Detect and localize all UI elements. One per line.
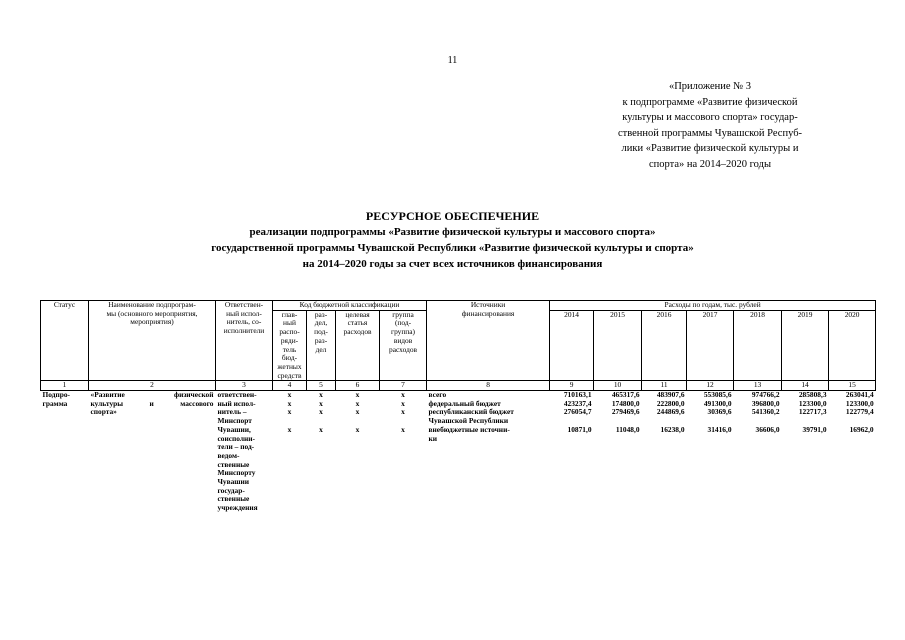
program-name-word: и — [149, 398, 154, 408]
page-number: 11 — [447, 55, 458, 66]
program-name-word: массового — [180, 398, 214, 408]
value-cell: 30369,6 — [707, 407, 732, 417]
executor-line: ственные — [217, 494, 250, 504]
value-cell: 39791,0 — [802, 424, 827, 434]
column-number: 2 — [89, 381, 216, 391]
code-cell: х — [355, 424, 360, 434]
value-cell: 279469,6 — [611, 407, 640, 417]
code-cell: х — [319, 407, 323, 417]
code-cell: х — [355, 398, 360, 408]
value-cell: 122717,3 — [798, 407, 827, 417]
code-cell: х — [319, 424, 323, 434]
program-name-cell — [89, 391, 216, 518]
column-number: 13 — [734, 381, 782, 391]
value-cell: 122779,4 — [845, 407, 874, 417]
executor-line: государ- — [217, 485, 245, 495]
value-cell: 465317,6 — [611, 390, 640, 400]
header-year: 2017 — [687, 310, 734, 381]
status-cell: Подпро- грамма — [42, 390, 70, 408]
value-cell: 423237,4 — [563, 398, 592, 408]
executor-line: соисполни- — [217, 433, 255, 443]
value-cell: 396800,0 — [751, 398, 780, 408]
value-cell: 36606,0 — [755, 424, 780, 434]
executor-line: ответствен- — [217, 390, 257, 400]
value-cell: 974766,2 — [751, 390, 780, 400]
code-cell: х — [287, 390, 292, 400]
value-cell: 483907,6 — [656, 390, 685, 400]
value-cell: 710163,1 — [563, 390, 592, 400]
program-name-word: физической — [173, 390, 214, 400]
header-status: Статус — [41, 301, 89, 381]
code-cell: х — [287, 407, 292, 417]
column-number: 3 — [216, 381, 273, 391]
spacer-cell — [273, 443, 876, 517]
column-number: 12 — [687, 381, 734, 391]
source-cell: федеральный бюджет — [428, 398, 501, 408]
header-year: 2019 — [782, 310, 829, 381]
appendix-line: спорта» на 2014–2020 годы — [648, 158, 772, 170]
code-cell: х — [401, 424, 405, 434]
value-cell: 222800,0 — [656, 398, 685, 408]
value-cell: 31416,0 — [707, 424, 732, 434]
code-cell: х — [287, 424, 292, 434]
executor-line: учреждения — [217, 503, 258, 513]
executor-line: ведом- — [217, 450, 240, 460]
value-cell: 244869,6 — [656, 407, 685, 417]
source-cell: внебюджетные источни- ки — [428, 424, 510, 443]
column-number: 8 — [427, 381, 550, 391]
code-cell: х — [287, 398, 292, 408]
code-cell: х — [401, 407, 405, 417]
title-line: государственной программы Чувашской Республики «Развитие физической культуры и спорта» — [211, 242, 694, 254]
column-number: 1 — [41, 381, 89, 391]
value-cell: 16962,0 — [849, 424, 874, 434]
appendix-note — [560, 79, 860, 172]
value-cell: 123300,0 — [798, 398, 827, 408]
executor-line: ный испол- — [217, 398, 256, 408]
value-cell: 123300,0 — [845, 398, 874, 408]
value-cell: 10871,0 — [567, 424, 592, 434]
column-number: 14 — [782, 381, 829, 391]
header-year: 2014 — [550, 310, 594, 381]
program-name-word: «Развитие — [90, 390, 125, 400]
header-budget-code: Код бюджетной классификации — [273, 301, 427, 311]
value-cell: 263041,4 — [845, 390, 874, 400]
source-cell: республиканский бюджет Чувашской Республики — [428, 407, 514, 426]
header-code-article: целевая статья расходов — [336, 310, 380, 381]
appendix-line: лики «Развитие физической культуры и — [621, 143, 799, 154]
appendix-line: «Приложение № 3 — [668, 81, 752, 92]
value-cell: 553085,6 — [703, 390, 732, 400]
executor-line: нитель – — [217, 407, 247, 417]
resource-table — [40, 300, 876, 517]
code-cell: х — [401, 398, 405, 408]
executor-line: Минспорт — [217, 416, 252, 426]
executor-line: Чувашии — [217, 477, 250, 487]
column-number: 6 — [336, 381, 380, 391]
header-year: 2020 — [829, 310, 876, 381]
program-name-word: культуры — [90, 398, 124, 408]
column-number: 5 — [307, 381, 336, 391]
column-number: 7 — [380, 381, 427, 391]
executor-cell — [216, 391, 273, 518]
title-line: на 2014–2020 годы за счет всех источников финансирования — [302, 258, 603, 270]
executor-line: Чувашии, — [217, 424, 251, 434]
code-cell: х — [401, 390, 405, 400]
code-cell: х — [355, 390, 360, 400]
code-cell: х — [319, 398, 323, 408]
executor-line: Минспорту — [217, 468, 256, 478]
source-cell: всего — [428, 390, 447, 400]
header-sources: Источники финансирования — [427, 301, 550, 381]
code-cell: х — [355, 407, 360, 417]
value-cell: 16238,0 — [660, 424, 685, 434]
title-heading: РЕСУРСНОЕ ОБЕСПЕЧЕНИЕ — [365, 209, 540, 223]
executor-line: ственные — [217, 459, 250, 469]
header-year: 2016 — [642, 310, 687, 381]
column-number: 9 — [550, 381, 594, 391]
executor-line: тели – под- — [217, 442, 255, 452]
header-code-grs: глав- ный распо- ряди- тель бюд- жетных средств — [273, 310, 307, 381]
appendix-line: культуры и массового спорта» государ- — [622, 112, 798, 123]
header-expenses: Расходы по годам, тыс. рублей — [550, 301, 876, 311]
value-cell: 11048,0 — [615, 424, 640, 434]
column-number: 4 — [273, 381, 307, 391]
appendix-line: к подпрограмме «Развитие физической — [622, 96, 798, 108]
title-line: реализации подпрограммы «Развитие физической культуры и массового спорта» — [249, 226, 656, 238]
header-code-section: раз- дел, под- раз- дел — [307, 310, 336, 381]
value-cell: 276054,7 — [563, 407, 592, 417]
program-name-line — [91, 408, 214, 417]
value-cell: 174800,0 — [611, 398, 640, 408]
program-name-word: спорта» — [90, 407, 117, 417]
column-number: 15 — [829, 381, 876, 391]
value-cell: 491300,0 — [703, 398, 732, 408]
column-number: 10 — [594, 381, 642, 391]
value-cell: 541360,2 — [751, 407, 780, 417]
header-row — [41, 301, 876, 311]
appendix-line: ственной программы Чувашской Респуб- — [617, 127, 803, 139]
document-title — [0, 208, 905, 272]
header-executor: Ответствен- ный испол- нитель, со- исполнители — [216, 301, 273, 381]
header-name: Наименование подпрограм- мы (основного мероприятия, мероприятия) — [89, 301, 216, 381]
column-number: 11 — [642, 381, 687, 391]
code-cell: х — [319, 390, 323, 400]
header-year: 2015 — [594, 310, 642, 381]
header-code-group: группа (под- группа) видов расходов — [380, 310, 427, 381]
value-cell: 285808,3 — [798, 390, 827, 400]
header-year: 2018 — [734, 310, 782, 381]
